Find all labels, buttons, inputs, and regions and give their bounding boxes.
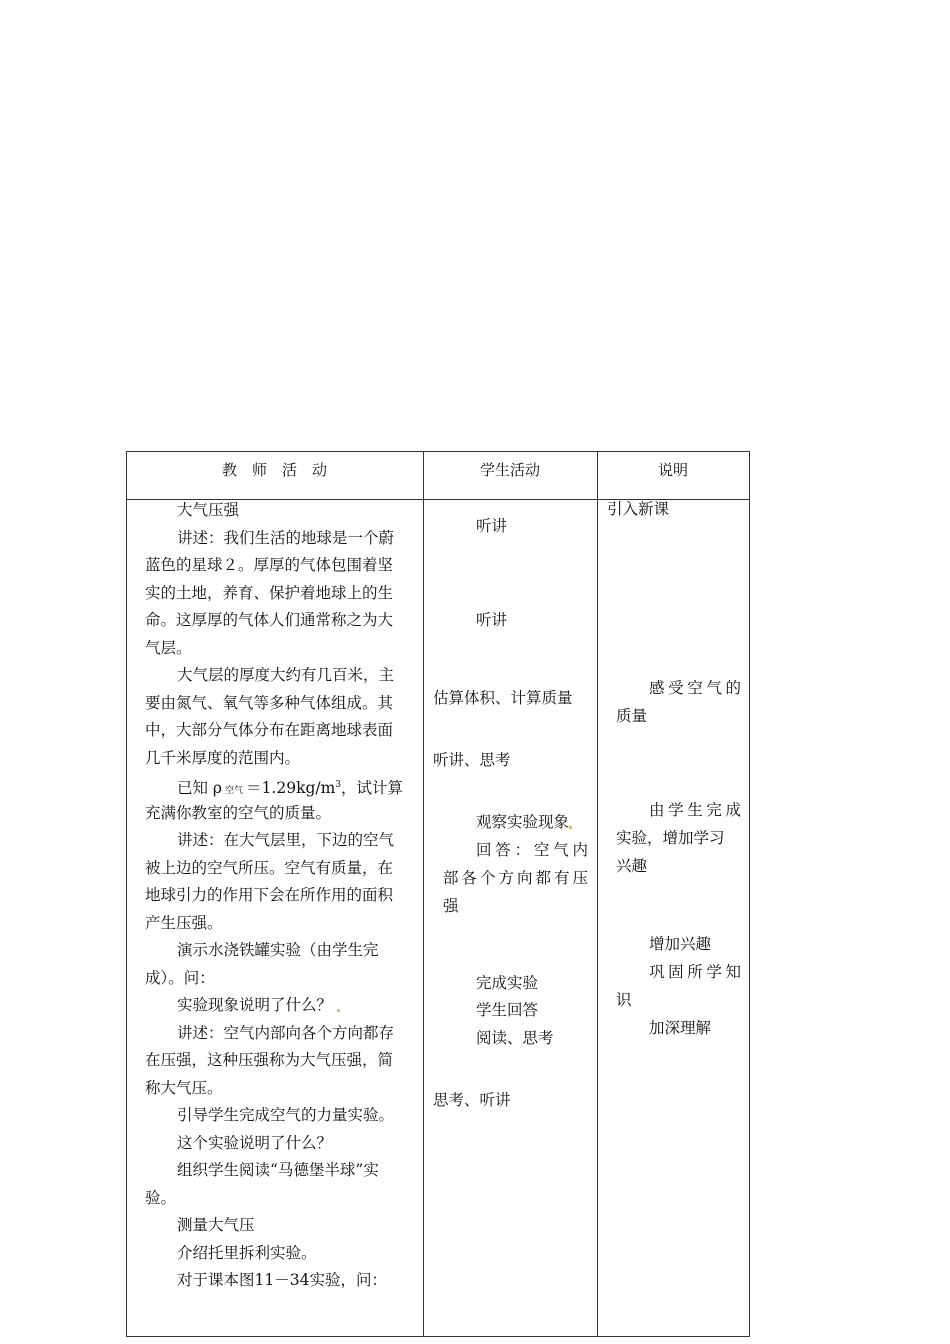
teacher-line: 要由氮气、氧气等多种气体组成。其 (145, 693, 394, 712)
note-line: 实验，增加学习 (616, 829, 725, 847)
note-line: 识 (616, 991, 632, 1009)
table-right-border (749, 451, 750, 1337)
student-line: 回答：空气内 (476, 841, 588, 859)
teacher-line: 验。 (145, 1188, 177, 1207)
yellow-mark (569, 826, 572, 829)
note-line: 加深理解 (649, 1019, 712, 1037)
header-student-activity: 学生活动 (479, 461, 540, 479)
teacher-line: 气层。 (145, 638, 192, 657)
teacher-line-formula: 已知 ρ 空气 $=1.29kg/m^3$，试计算 (177, 779, 404, 798)
teacher-line: 讲述：在大气层里，下边的空气 (177, 831, 395, 849)
teacher-line: 实验现象说明了什么？ (145, 992, 417, 1020)
table-left-border (126, 451, 127, 1337)
teacher-line: 几千米厚度的范围内。 (145, 748, 301, 767)
teacher-line: 命。这厚厚的气体人们通常称之为大 (145, 611, 394, 629)
teacher-activity-cell (145, 497, 417, 1295)
teacher-line: 成）。问： (145, 968, 215, 987)
student-line: 强 (443, 897, 459, 915)
teacher-line: 组织学生阅读“马德堡半球”实 (177, 1161, 379, 1179)
student-line: 思考、听讲 (433, 1091, 511, 1109)
student-line: 估算体积、计算质量 (433, 689, 573, 707)
table-bottom-border (126, 1336, 750, 1337)
header-teacher-activity: 教 师 活 动 (221, 461, 327, 479)
teacher-line: 讲述：空气内部向各个方向都存 (177, 1023, 395, 1042)
teacher-line: 实的土地，养育、保护着地球上的生 (145, 583, 394, 602)
yellow-mark (337, 1009, 340, 1012)
note-line: 兴趣 (616, 857, 648, 875)
teacher-line: 被上边的空气所压。空气有质量，在 (145, 858, 394, 877)
teacher-line: 对于课本图11－34实验，问： (177, 1271, 387, 1289)
header-note: 说明 (657, 461, 688, 479)
teacher-line: 介绍托里拆利实验。 (177, 1243, 317, 1262)
student-line: 阅读、思考 (476, 1029, 554, 1047)
teacher-line: 这个实验说明了什么？ (177, 1133, 333, 1152)
teacher-line: 大气压强 (177, 501, 240, 519)
subscript-air: 空气 (225, 786, 244, 797)
note-line: 引入新课 (607, 500, 670, 518)
teacher-line: 充满你教室的空气的质量。 (145, 803, 332, 822)
note-line: 由学生完成 (649, 801, 741, 819)
note-line: 质量 (616, 707, 648, 725)
teacher-line: 地球引力的作用下会在所作用的面积 (145, 886, 394, 904)
student-line: 听讲 (476, 517, 508, 535)
teacher-line: 讲述：我们生活的地球是一个蔚 (177, 528, 395, 547)
note-line: 感受空气的 (649, 679, 741, 697)
teacher-line: 中，大部分气体分布在距离地球表面 (145, 721, 394, 739)
teacher-line: 产生压强。 (145, 913, 223, 932)
column-divider-2 (597, 451, 598, 1337)
student-line: 部各个方向都有压 (443, 869, 588, 887)
teacher-line: 大气层的厚度大约有几百米，主 (177, 666, 395, 684)
teacher-line: 在压强，这种压强称为大气压强，简 (145, 1051, 394, 1069)
teacher-line: 引导学生完成空气的力量实验。 (177, 1106, 395, 1124)
lesson-plan-table (126, 451, 750, 1337)
teacher-line: 演示水浇铁罐实验（由学生完 (177, 941, 379, 959)
student-line: 观察实验现象 (476, 809, 572, 837)
column-divider-1 (423, 451, 424, 1337)
superscript-3: 3 (335, 780, 342, 790)
note-line: 巩固所学知 (649, 963, 741, 981)
note-line: 增加兴趣 (649, 935, 712, 953)
student-line: 学生回答 (476, 1001, 539, 1019)
student-line: 听讲 (476, 611, 508, 629)
teacher-line: 蓝色的星球２。厚厚的气体包围着坚 (145, 556, 394, 574)
student-line: 完成实验 (476, 974, 539, 992)
teacher-line: 测量大气压 (177, 1216, 255, 1234)
student-line: 听讲、思考 (433, 751, 511, 769)
teacher-line: 称大气压。 (145, 1078, 223, 1097)
